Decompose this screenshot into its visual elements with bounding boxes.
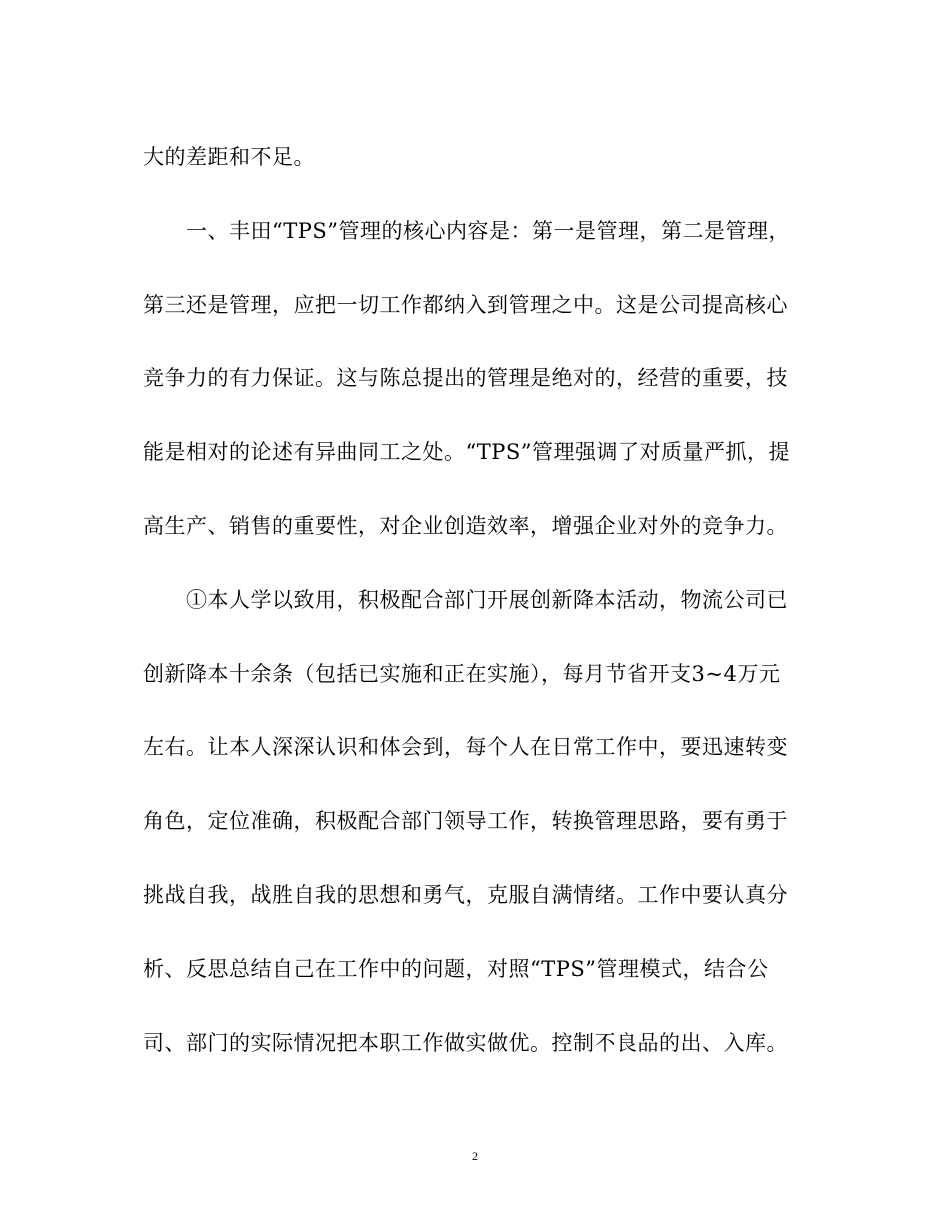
page-number: 2 (472, 1149, 478, 1163)
text-line: 角色，定位准确，积极配合部门领导工作，转换管理思路，要有勇于 (143, 809, 788, 834)
text-line: 大的差距和不足。 (143, 145, 315, 169)
text-line: 竞争力的有力保证。这与陈总提出的管理是绝对的，经营的重要，技 (143, 366, 788, 391)
text-line: 司、部门的实际情况把本职工作做实做优。控制不良品的出、入库。 (143, 1030, 788, 1055)
text-line: 第三还是管理，应把一切工作都纳入到管理之中。这是公司提高核心 (143, 292, 788, 317)
body-text (143, 136, 798, 1095)
text-line: 左右。让本人深深认识和体会到，每个人在日常工作中，要迅速转变 (143, 735, 788, 760)
text-line: 析、反思总结自己在工作中的问题，对照“TPS”管理模式，结合公 (143, 956, 769, 981)
text-line: 一、丰田“TPS”管理的核心内容是：第一是管理，第二是管理， (143, 218, 790, 243)
text-line: 能是相对的论述有异曲同工之处。“TPS”管理强调了对质量严抓，提 (143, 440, 790, 465)
text-line: ①本人学以致用，积极配合部门开展创新降本活动，物流公司已 (143, 587, 788, 612)
text-line: 高生产、销售的重要性，对企业创造效率，增强企业对外的竞争力。 (143, 513, 788, 538)
text-line: 挑战自我，战胜自我的思想和勇气，克服自满情绪。工作中要认真分 (143, 882, 788, 907)
text-line: 创新降本十余条（包括已实施和正在实施），每月节省开支3~4万元 (143, 661, 781, 686)
